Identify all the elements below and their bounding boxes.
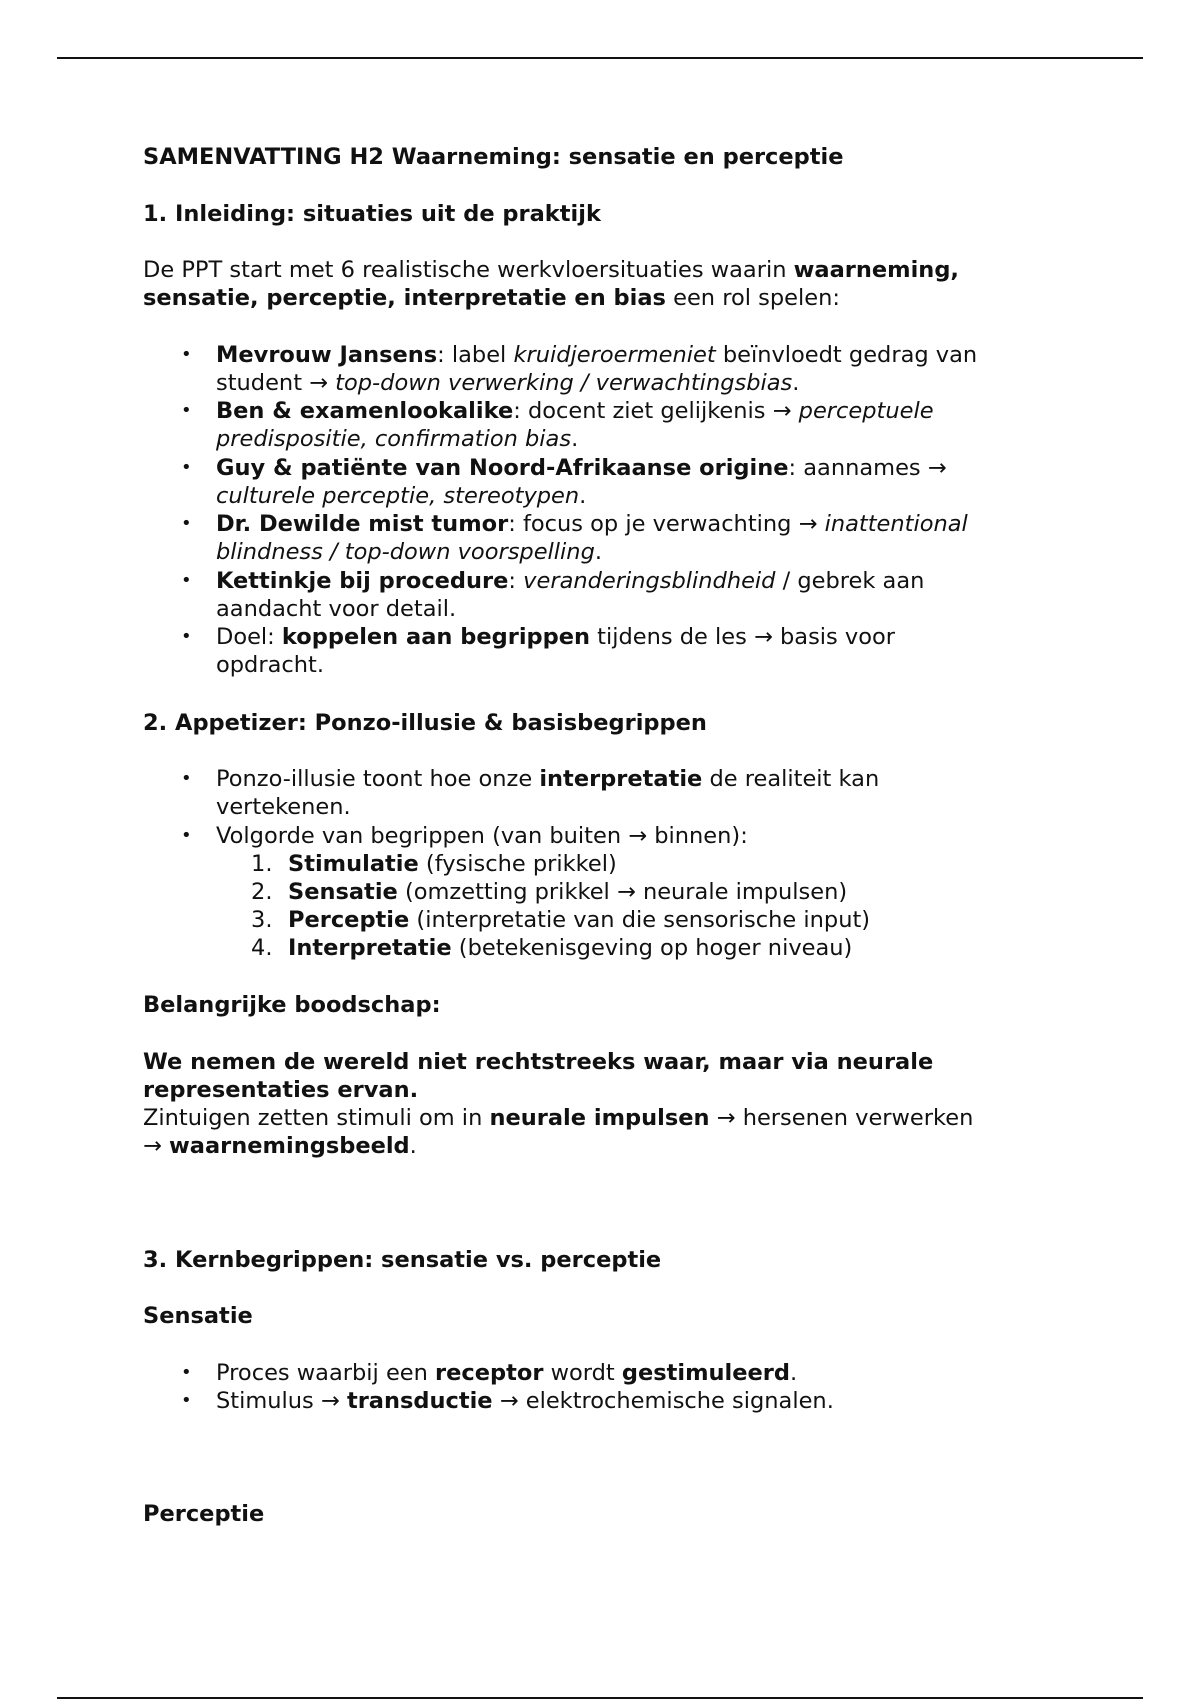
list-item-ponzo: Ponzo-illusie toont hoe onze interpretatie de realiteit kan <box>216 766 880 792</box>
list-item-doel: Doel: koppelen aan begrippen tijdens de les → basis voor <box>216 624 896 650</box>
list-item-kettinkje-cont: aandacht voor detail. <box>216 596 457 622</box>
section-1-heading: 1. Inleiding: situaties uit de praktijk <box>143 201 601 227</box>
message-bold-line-2: representaties ervan. <box>143 1077 419 1103</box>
list-item-guy: Guy & patiënte van Noord-Afrikaanse origine: aannames → <box>216 455 947 481</box>
list-item-volgorde: Volgorde van begrippen (van buiten → binnen): <box>216 823 748 849</box>
numbered-item-marker: 3. <box>251 907 273 933</box>
message-body-line-1: Zintuigen zetten stimuli om in neurale impulsen → hersenen verwerken <box>143 1105 974 1131</box>
message-body-line-2: → waarnemingsbeeld. <box>143 1133 417 1159</box>
message-heading: Belangrijke boodschap: <box>143 992 441 1018</box>
list-item-jansens-cont: student → top-down verwerking / verwachtingsbias. <box>216 370 800 396</box>
bullet-icon: • <box>181 570 192 591</box>
bullet-icon: • <box>181 768 192 789</box>
list-item-guy-cont: culturele perceptie, stereotypen. <box>216 483 587 509</box>
list-item-jansens: Mevrouw Jansens: label kruidjeroermeniet beïnvloedt gedrag van <box>216 342 978 368</box>
sensatie-heading: Sensatie <box>143 1303 253 1329</box>
numbered-item-interpretatie: Interpretatie (betekenisgeving op hoger niveau) <box>288 935 853 961</box>
bullet-icon: • <box>181 825 192 846</box>
section-1-intro-line-1: De PPT start met 6 realistische werkvloersituaties waarin waarneming, <box>143 257 959 283</box>
numbered-item-sensatie: Sensatie (omzetting prikkel → neurale impulsen) <box>288 879 848 905</box>
list-item-ben-cont: predispositie, confirmation bias. <box>216 426 579 452</box>
list-item-kettinkje: Kettinkje bij procedure: veranderingsblindheid / gebrek aan <box>216 568 925 594</box>
message-bold-line-1: We nemen de wereld niet rechtstreeks waar, maar via neurale <box>143 1049 934 1075</box>
list-item-doel-cont: opdracht. <box>216 652 324 678</box>
bullet-icon: • <box>181 457 192 478</box>
numbered-item-marker: 2. <box>251 879 273 905</box>
bullet-icon: • <box>181 513 192 534</box>
section-2-heading: 2. Appetizer: Ponzo-illusie & basisbegrippen <box>143 710 707 736</box>
numbered-item-marker: 4. <box>251 935 273 961</box>
perceptie-heading: Perceptie <box>143 1501 265 1527</box>
numbered-item-perceptie: Perceptie (interpretatie van die sensorische input) <box>288 907 871 933</box>
list-item-receptor: Proces waarbij een receptor wordt gestimuleerd. <box>216 1360 798 1386</box>
numbered-item-marker: 1. <box>251 851 273 877</box>
section-3-heading: 3. Kernbegrippen: sensatie vs. perceptie <box>143 1247 662 1273</box>
bottom-rule <box>57 1697 1143 1699</box>
bullet-icon: • <box>181 1390 192 1411</box>
list-item-ben: Ben & examenlookalike: docent ziet gelijkenis → perceptuele <box>216 398 934 424</box>
section-1-intro-line-2: sensatie, perceptie, interpretatie en bias een rol spelen: <box>143 285 840 311</box>
top-rule <box>57 57 1143 59</box>
list-item-transductie: Stimulus → transductie → elektrochemische signalen. <box>216 1388 834 1414</box>
bullet-icon: • <box>181 400 192 421</box>
bullet-icon: • <box>181 344 192 365</box>
list-item-dewilde: Dr. Dewilde mist tumor: focus op je verwachting → inattentional <box>216 511 968 537</box>
document-title: SAMENVATTING H2 Waarneming: sensatie en perceptie <box>143 144 844 170</box>
bullet-icon: • <box>181 1362 192 1383</box>
bullet-icon: • <box>181 626 192 647</box>
numbered-item-stimulatie: Stimulatie (fysische prikkel) <box>288 851 617 877</box>
list-item-dewilde-cont: blindness / top-down voorspelling. <box>216 539 603 565</box>
list-item-ponzo-cont: vertekenen. <box>216 794 351 820</box>
